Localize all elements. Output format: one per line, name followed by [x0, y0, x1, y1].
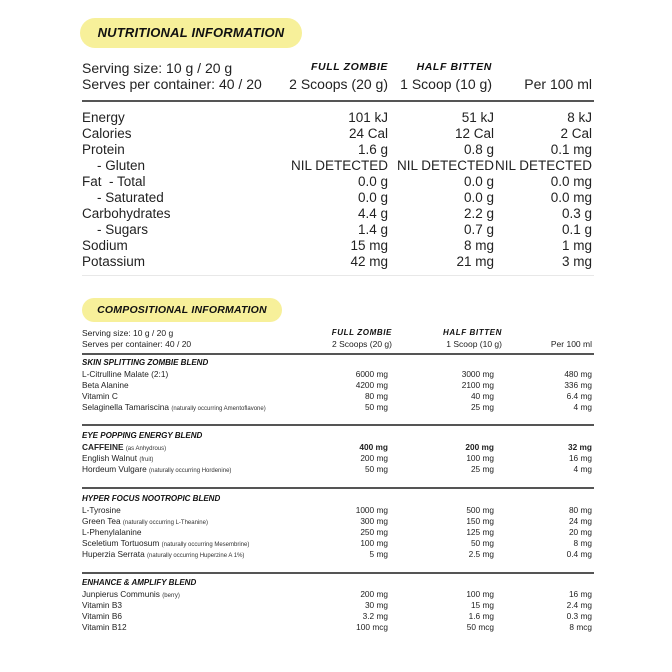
ingredient-note: (naturally occurring L-Theanine) [122, 520, 208, 526]
nutritional-col-serve-half-bitten: 1 Scoop (10 g) [400, 76, 492, 92]
nutrition-row [82, 222, 594, 238]
ingredient-name: Vitamin B12 [82, 622, 127, 632]
ingredient-label-group [82, 549, 244, 562]
nutrition-row [82, 206, 594, 222]
compositional-col-serve-full-zombie: 2 Scoops (20 g) [331, 339, 392, 349]
ingredient-name: Sceletium Tortuosum [82, 538, 160, 548]
ingredient-name: English Walnut [82, 453, 138, 463]
ingredient-row [82, 549, 594, 560]
nutritional-title-badge: NUTRITIONAL INFORMATION [80, 18, 302, 48]
blend-title: SKIN SPLITTING ZOMBIE BLEND [82, 358, 209, 367]
compositional-col-serve-per-100ml: Per 100 ml [550, 339, 592, 349]
section-divider [82, 275, 594, 276]
nutrient-value: 21 mg [456, 254, 494, 269]
nutrient-value: 0.7 g [463, 222, 494, 237]
ingredient-value: 80 mg [568, 505, 592, 515]
ingredient-label-group [82, 402, 266, 415]
nutritional-col-serve-full-zombie: 2 Scoops (20 g) [289, 76, 388, 92]
ingredient-value: 0.4 mg [566, 549, 592, 559]
ingredient-name: Huperzia Serrata [82, 549, 145, 559]
ingredient-value: 480 mg [564, 369, 592, 379]
nutritional-header-divider [82, 100, 594, 102]
ingredient-value: 125 mg [466, 527, 494, 537]
nutritional-serving-size: Serving size: 10 g / 20 g [82, 60, 233, 76]
ingredient-row [82, 505, 594, 516]
ingredient-note: (naturally occurring Hordenine) [149, 468, 232, 474]
ingredient-value: 4200 mg [355, 380, 388, 390]
ingredient-label-group [82, 600, 122, 611]
ingredient-value: 1.6 mg [468, 611, 494, 621]
ingredient-label-group [82, 380, 129, 391]
ingredient-name: Hordeum Vulgare [82, 464, 147, 474]
nutrient-value: 0.0 mg [550, 174, 592, 189]
compositional-header-divider [82, 353, 594, 355]
ingredient-row [82, 589, 594, 600]
ingredient-value: 15 mg [470, 600, 494, 610]
nutrient-label: Potassium [82, 254, 146, 269]
blend-divider [82, 424, 594, 426]
ingredient-value: 3000 mg [461, 369, 494, 379]
nutrient-value: 0.0 g [463, 190, 494, 205]
ingredient-value: 8 mcg [569, 622, 592, 632]
nutrition-row [82, 126, 594, 142]
ingredient-value: 20 mg [568, 527, 592, 537]
ingredient-value: 150 mg [466, 516, 494, 526]
nutritional-col-serve-per-100ml: Per 100 ml [524, 76, 592, 92]
ingredient-value: 200 mg [360, 589, 388, 599]
ingredient-name: Vitamin C [82, 391, 118, 401]
nutrient-value: 24 Cal [348, 126, 388, 141]
ingredient-value: 100 mcg [356, 622, 388, 632]
nutrition-row [82, 254, 594, 270]
nutrient-value: 0.1 mg [550, 142, 592, 157]
ingredient-name: Selaginella Tamariscina [82, 402, 170, 412]
blend-title: ENHANCE & AMPLIFY BLEND [82, 578, 197, 587]
ingredient-row [82, 622, 594, 633]
ingredient-name: Green Tea [82, 516, 121, 526]
ingredient-label-group [82, 464, 231, 477]
nutrient-label: Energy [82, 110, 125, 125]
ingredient-label-group [82, 505, 121, 516]
ingredient-name: CAFFEINE [82, 442, 124, 452]
ingredient-value: 6000 mg [355, 369, 388, 379]
ingredient-row [82, 538, 594, 549]
ingredient-name: Vitamin B3 [82, 600, 122, 610]
ingredient-value: 50 mg [364, 464, 388, 474]
ingredient-value: 25 mg [470, 402, 494, 412]
ingredient-row [82, 380, 594, 391]
nutrition-row [82, 190, 594, 206]
ingredient-value: 4 mg [573, 402, 592, 412]
nutrient-value: 1 mg [561, 238, 592, 253]
ingredient-name: L-Citrulline Malate (2:1) [82, 369, 169, 379]
ingredient-note: (as Anhydrous) [125, 446, 167, 452]
ingredient-row [82, 453, 594, 464]
ingredient-value: 300 mg [360, 516, 388, 526]
ingredient-name: L-Phenylalanine [82, 527, 142, 537]
nutrient-label: Sodium [82, 238, 128, 253]
nutrition-row [82, 238, 594, 254]
nutrient-value: 42 mg [350, 254, 388, 269]
ingredient-row [82, 402, 594, 413]
ingredient-label-group [82, 391, 118, 402]
nutrition-row [82, 174, 594, 190]
nutrient-value: 101 kJ [348, 110, 388, 125]
nutrient-label: Carbohydrates [82, 206, 171, 221]
ingredient-value: 200 mg [360, 453, 388, 463]
nutrient-value: 8 kJ [567, 110, 592, 125]
ingredient-value: 2100 mg [461, 380, 494, 390]
nutrient-value: 4.4 g [357, 206, 388, 221]
ingredient-name: L-Tyrosine [82, 505, 121, 515]
ingredient-note: (naturally occurring Amentoflavone) [171, 406, 266, 412]
ingredient-row [82, 527, 594, 538]
ingredient-label-group [82, 611, 122, 622]
blend-title: HYPER FOCUS NOOTROPIC BLEND [82, 494, 221, 503]
ingredient-value: 8 mg [573, 538, 592, 548]
ingredient-name: Beta Alanine [82, 380, 129, 390]
nutrition-row [82, 142, 594, 158]
nutrient-value: 0.0 g [357, 174, 388, 189]
ingredient-row [82, 600, 594, 611]
nutrient-value: 0.1 g [561, 222, 592, 237]
compositional-col-brand-full-zombie: FULL ZOMBIE [331, 328, 392, 337]
ingredient-row [82, 442, 594, 453]
ingredient-value: 250 mg [360, 527, 388, 537]
ingredient-value: 80 mg [364, 391, 388, 401]
nutrient-label: Fat - Total [82, 174, 146, 189]
ingredient-value: 100 mg [466, 453, 494, 463]
compositional-col-serve-half-bitten: 1 Scoop (10 g) [446, 339, 502, 349]
ingredient-label-group [82, 527, 142, 538]
ingredient-value: 4 mg [573, 464, 592, 474]
ingredient-value: 5 mg [369, 549, 388, 559]
nutrient-value: NIL DETECTED [290, 158, 388, 173]
ingredient-value: 16 mg [568, 453, 592, 463]
nutrient-value: 0.8 g [463, 142, 494, 157]
ingredient-value: 2.5 mg [468, 549, 494, 559]
blend-divider [82, 572, 594, 574]
nutrient-value: NIL DETECTED [396, 158, 494, 173]
ingredient-value: 50 mg [364, 402, 388, 412]
nutrient-label: Protein [82, 142, 125, 157]
nutrition-row [82, 110, 594, 126]
ingredient-row [82, 611, 594, 622]
ingredient-note: (berry) [162, 593, 180, 599]
ingredient-name: Vitamin B6 [82, 611, 122, 621]
blend-divider [82, 487, 594, 489]
ingredient-row [82, 391, 594, 402]
ingredient-note: (fruit) [139, 457, 154, 463]
ingredient-value: 6.4 mg [566, 391, 592, 401]
nutrient-value: 3 mg [561, 254, 592, 269]
ingredient-value: 0.3 mg [566, 611, 592, 621]
ingredient-value: 24 mg [568, 516, 592, 526]
ingredient-note: (naturally occurring Mesembrine) [161, 542, 250, 548]
nutritional-serves-per-container: Serves per container: 40 / 20 [82, 76, 262, 92]
ingredient-row [82, 516, 594, 527]
compositional-serves-per-container: Serves per container: 40 / 20 [82, 339, 192, 349]
ingredient-value: 50 mg [470, 538, 494, 548]
nutritional-col-brand-half-bitten: HALF BITTEN [416, 61, 492, 73]
ingredient-value: 16 mg [568, 589, 592, 599]
ingredient-value: 500 mg [466, 505, 494, 515]
nutritional-col-brand-full-zombie: FULL ZOMBIE [311, 61, 388, 73]
nutrient-value: 0.0 g [463, 174, 494, 189]
ingredient-value: 32 mg [568, 442, 592, 452]
ingredient-value: 25 mg [470, 464, 494, 474]
nutrient-value: 51 kJ [461, 110, 494, 125]
ingredient-value: 50 mcg [466, 622, 494, 632]
nutrient-value: 0.3 g [561, 206, 592, 221]
nutrient-value: 12 Cal [454, 126, 494, 141]
nutrient-value: 1.6 g [357, 142, 388, 157]
ingredient-row [82, 369, 594, 380]
nutrient-value: NIL DETECTED [494, 158, 592, 173]
nutrient-value: 2 Cal [560, 126, 592, 141]
nutrient-value: 2.2 g [463, 206, 494, 221]
nutrient-value: 1.4 g [357, 222, 388, 237]
nutrient-value: 15 mg [350, 238, 388, 253]
compositional-serving-size: Serving size: 10 g / 20 g [82, 328, 174, 338]
ingredient-value: 1000 mg [355, 505, 388, 515]
ingredient-row [82, 464, 594, 475]
ingredient-value: 2.4 mg [566, 600, 592, 610]
nutrient-label: Calories [82, 126, 132, 141]
nutrient-value: 0.0 mg [550, 190, 592, 205]
nutrient-label: - Saturated [82, 190, 164, 205]
compositional-title-badge: COMPOSITIONAL INFORMATION [82, 298, 282, 322]
ingredient-value: 400 mg [359, 442, 388, 452]
ingredient-label-group [82, 622, 127, 633]
nutrition-row [82, 158, 594, 174]
ingredient-value: 200 mg [465, 442, 494, 452]
nutrient-label: - Sugars [82, 222, 149, 237]
ingredient-value: 336 mg [564, 380, 592, 390]
ingredient-value: 100 mg [466, 589, 494, 599]
nutrient-label: - Gluten [82, 158, 146, 173]
ingredient-note: (naturally occurring Huperzine A 1%) [147, 553, 245, 559]
nutrient-value: 0.0 g [357, 190, 388, 205]
ingredient-label-group [82, 369, 168, 380]
ingredient-value: 100 mg [360, 538, 388, 548]
nutrient-value: 8 mg [463, 238, 494, 253]
compositional-col-brand-half-bitten: HALF BITTEN [442, 328, 502, 337]
ingredient-value: 40 mg [470, 391, 494, 401]
ingredient-value: 3.2 mg [362, 611, 388, 621]
ingredient-value: 30 mg [364, 600, 388, 610]
ingredient-name: Junpierus Communis [82, 589, 160, 599]
blend-title: EYE POPPING ENERGY BLEND [82, 431, 203, 440]
